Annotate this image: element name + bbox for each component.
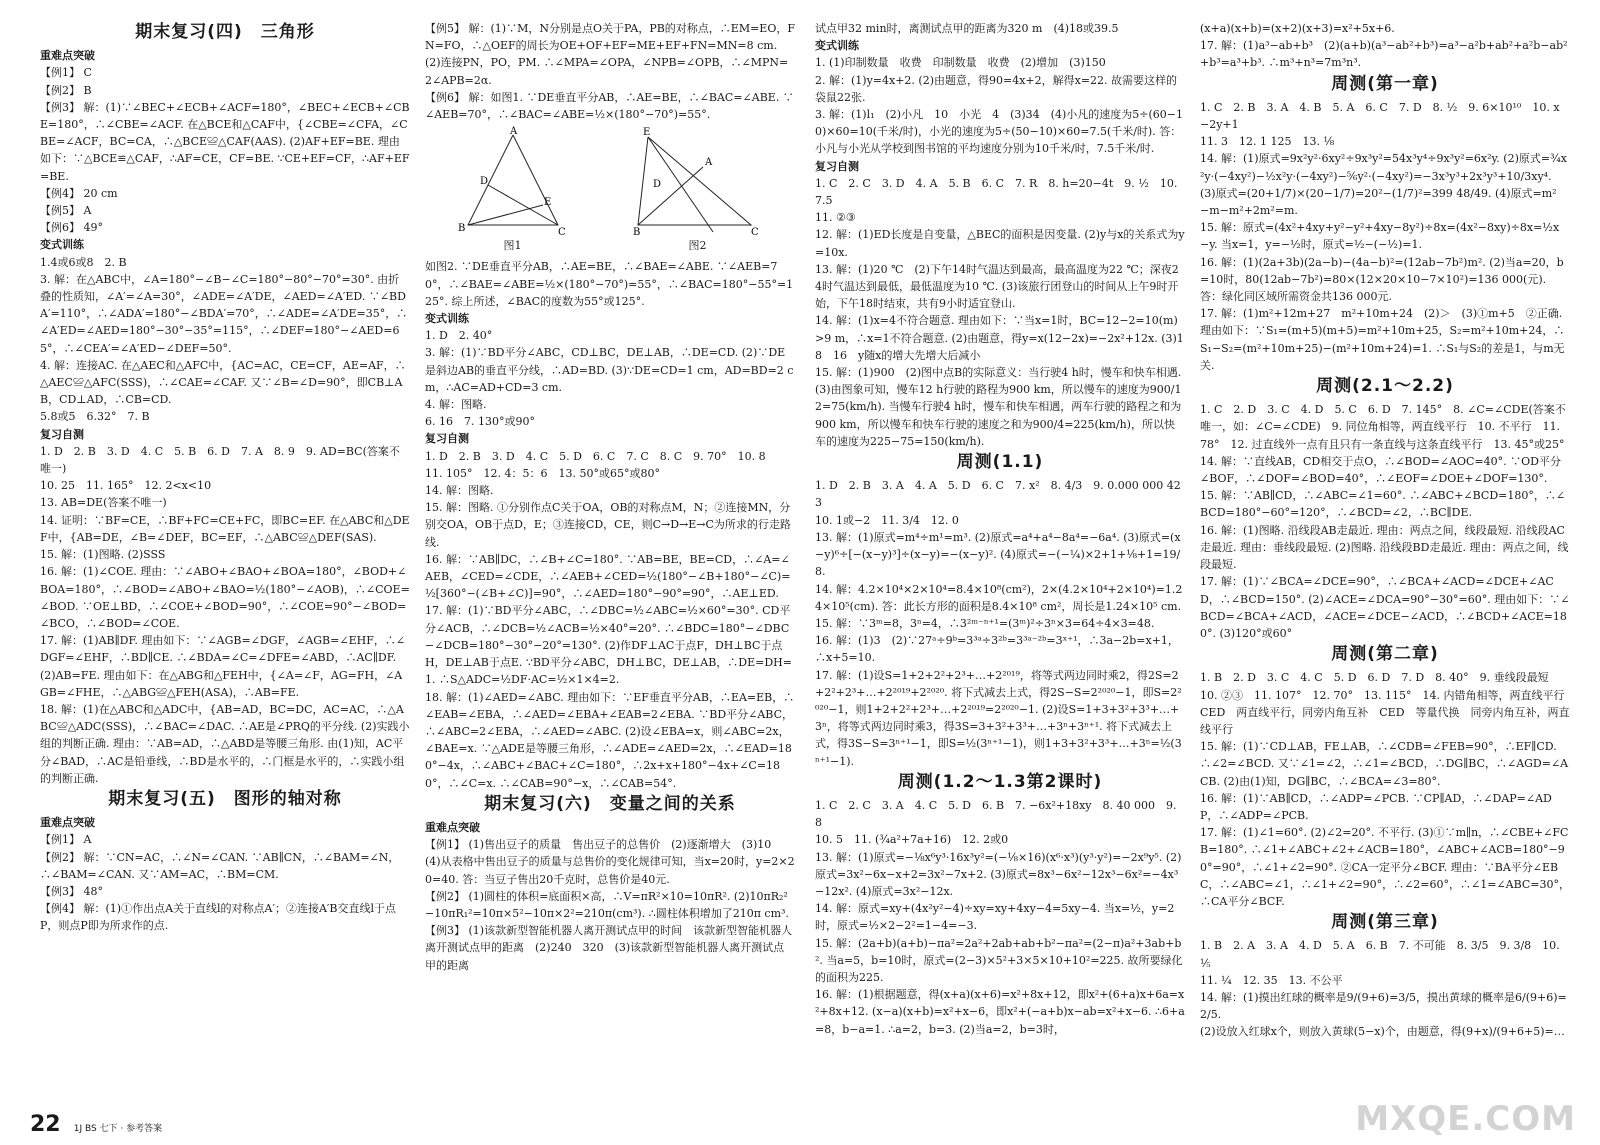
answer-line: 16. 解：(1)图略. 沿线段AB走最近. 理由：两点之间，线段最短. 沿线段AC走最近. 理由：垂线段最短. (2)图略. 沿线段BD走最近. 理由：两点之间，线段最短. bbox=[1200, 523, 1569, 572]
answer-line: 【例6】 解：如图1. ∵DE垂直平分AB，∴AE=BE，∴∠BAC=∠ABE. ∵∠AEB=70°，∴∠BAC=∠ABE=½×(180°−70°)=55°. bbox=[425, 90, 794, 122]
answer-line: 4. 解：图略. bbox=[425, 398, 487, 412]
section-title: 周测(第三章) bbox=[1331, 912, 1439, 933]
answer-line: 【例1】 C bbox=[40, 66, 92, 80]
answer-line: (2)设放入红球x个，则放入黄球(5−x)个，由题意，得(9+x)/(9+6+5)=… bbox=[1200, 1025, 1565, 1039]
answer-line: 14. 证明：∵BF=CE，∴BF+FC=CE+FC，即BC=EF. 在△ABC和△DEF中，{AB=DE，∠B=∠DEF，BC=EF，∴△ABC≌△DEF(SAS). bbox=[40, 513, 410, 544]
answer-line: 16. 解：(1)(2a+3b)(2a−b)−(4a−b)²=(12ab−7b²)m². (2)当a=20，b=10时，80(12ab−7b²)=80×(12×20×10−7×10²)=136 000(元). 答：绿化同区域所需资金共136 000元. bbox=[1200, 255, 1564, 304]
answer-line: 【例1】 A bbox=[40, 833, 92, 847]
answer-line: 5.8或5 6.32° 7. B bbox=[40, 410, 150, 424]
answer-line: 17. 解：(1)设S=1+2+2²+2³+…+2²⁰¹⁹，将等式两边同时乘2，得2S=2+2²+2³+…+2²⁰¹⁹+2²⁰²⁰. 将下式减去上式，得2S−S=2²⁰²⁰−1，即S=2²⁰²⁰−1，则1+2+2²+2³+…+2²⁰¹⁹=2²⁰²⁰−1. (2)设S=1+3+3²+3³+…+3ⁿ，将等式两边同时乘3，得3S=3+3²+3³+…+3ⁿ+3ⁿ⁺¹. 将下式减去上式，得3S−S=3ⁿ⁺¹−1，即S=½(3ⁿ⁺¹−1)，则1+3+3²+3³+…+3ⁿ=½(3ⁿ⁺¹−1). bbox=[815, 668, 1182, 768]
answer-list bbox=[40, 47, 410, 787]
column-2 bbox=[425, 20, 795, 1105]
answer-line: 16. 解：∵AB∥DC，∴∠B+∠C=180°. ∵AB=BE，BE=CD，∴∠A=∠AEB，∠CED=∠CDE，∴∠AEB+∠CED=½(180°−∠B+180°−∠C)=½[360°−(∠B+∠C)]=90°，∴∠AED=180°−90°=90°，∴AE⊥ED. bbox=[425, 552, 791, 601]
column-1 bbox=[40, 20, 410, 1105]
answer-line: 【例4】 解：(1)①作出点A关于直线l的对称点A′；②连接A′B交直线l于点P，则点P即为所求作的点. bbox=[40, 902, 397, 933]
section-title: 期末复习(六) 变量之间的关系 bbox=[484, 793, 736, 814]
subsection-heading: 重难点突破 bbox=[425, 820, 480, 834]
answer-line: 12. 解：(1)ED长度是自变量，△BEC的面积是因变量. (2)y与x的关系式为y=10x. bbox=[815, 228, 1185, 259]
answer-line: 11. ¼ 12. 35 13. 不公平 bbox=[1200, 973, 1343, 987]
answer-line: 【例3】 48° bbox=[40, 884, 103, 898]
answer-list bbox=[40, 814, 410, 934]
answer-line: 【例2】 (1)圆柱的体积=底面积×高，∴V=πR²×10=10πR². (2)10πR₂²−10πR₁²=10π×5²−10π×2²=210π(cm³). ∴圆柱体积增加了210π cm³. bbox=[425, 889, 789, 920]
subsection-heading: 复习自测 bbox=[425, 432, 469, 446]
answer-line: 15. 解：∵3ᵐ=8，3ⁿ=4，∴3²ᵐ⁻ⁿ⁺¹=(3ᵐ)²÷3ⁿ×3=64÷4×3=48. bbox=[815, 616, 1155, 630]
figure-caption: 图2 bbox=[688, 239, 707, 253]
answer-line: 11. 3 12. 1 125 13. ⅛ bbox=[1200, 135, 1335, 149]
answer-line: 15. 解：(1)图略. (2)SSS bbox=[40, 548, 166, 562]
answer-line: 【例3】 解：(1)∵∠BEC+∠ECB+∠ACF=180°，∠BEC+∠ECB+∠CBE=180°，∴∠CBE=∠ACF. 在△BCE和△CAF中，{∠CBE=∠CFA，∠CBE=∠ACF，BC=CA，∴△BCE≌△CAF(AAS). (2)AF+EF=BE. 理由如下：∵△BCE≌△CAF，∴AF=CE，CF=BE. ∵CE+EF=CF，∴AF+EF=BE. bbox=[40, 100, 410, 183]
answer-list bbox=[425, 20, 795, 123]
answer-line: 6. 16 7. 130°或90° bbox=[425, 415, 535, 429]
subsection-heading: 变式训练 bbox=[815, 39, 859, 53]
fig1-label-c: C bbox=[557, 227, 566, 239]
answer-line: 14. 解：(1)x=4不符合题意. 理由如下：∵当x=1时，BC=12−2=10(m)>9 m，∴x=1不符合题意. (2)由题意，得y=x(12−2x)=−2x²+12x. (3)18 16 y随x的增大先增大后减小 bbox=[815, 314, 1184, 362]
answer-list bbox=[425, 258, 795, 791]
answer-line: 【例6】 49° bbox=[40, 221, 103, 235]
watermark: MXQE.COM bbox=[1355, 1099, 1576, 1139]
answer-line: 14. 解：(1)原式=9x²y²·6xy²÷9x³y²=54x³y⁴÷9x³y²=6x²y. (2)原式=¾x²y·(−4xy²)−½x²y·(−4xy²)−⅚y²·(−4xy²)=−3x³y³+2x³y³+10/3xy⁴. (3)原式=(20+1/7)×(20−1/7)=20²−(1/7)²=399 48/49. (4)原式=m²−m−m²+2m²=m. bbox=[1200, 152, 1567, 218]
answer-line: 17. 解：(1)∠1=60°. (2)∠2=20°. 不平行. (3)①∵m∥n，∴∠CBE+∠FCB=180°. ∴∠1+∠ABC+∠2+∠ACB=180°，∠ABC+∠ACB=180°−90°=90°，∴∠1+∠2=90°. ②CA一定平分∠BCF. 理由：∵BA平分∠EBC，∴∠ABC=∠1，∴∠1+∠2=90°，∴∠2=60°，∴∠1=∠ABC=30°，∴CA平分∠BCF. bbox=[1200, 826, 1571, 908]
answer-line: 11. ②③ bbox=[815, 211, 856, 225]
answer-line: 如图2. ∵DE垂直平分AB，∴AE=BE，∴∠BAE=∠ABE. ∵∠AEB=70°，∴∠BAE=∠ABE=½×(180°−70°)=55°，∴∠BAC=180°−55°=125°. 综上所述，∠BAC的度数为55°或125°. bbox=[425, 260, 794, 308]
answer-line: 【例2】 B bbox=[40, 83, 92, 97]
section-title: 周测(第二章) bbox=[1331, 644, 1439, 665]
answer-list bbox=[815, 20, 1185, 450]
answer-line: 14. 解：4.2×10⁴×2×10⁴=8.4×10⁸(cm²)，2×(4.2×10⁴+2×10⁴)=1.24×10⁵(cm). 答：此长方形的面积是8.4×10⁸ cm²，周长是1.24×10⁵ cm. bbox=[815, 582, 1183, 613]
answer-line: 【例3】 (1)该款新型智能机器人离开测试点甲的时间 该款新型智能机器人离开测试点甲的距离 (2)240 320 (3)该款新型智能机器人离开测试点甲的距离 bbox=[425, 924, 793, 972]
answer-line: 13. 解：(1)原式=m⁴÷m¹=m³. (2)原式=a⁴+a⁴−8a⁴=−6a⁴. (3)原式=(x−y)⁶÷[−(x−y)³]÷(x−y)=−(x−y)². (4)原式=−(−¼)×2+1+⅛+1=19/8. bbox=[815, 530, 1181, 579]
subsection-heading: 变式训练 bbox=[40, 238, 84, 252]
answer-line: 17. 解：(1)m²+12m+27 m²+10m+24 (2)＞ (3)①m+5 ②正确. 理由如下：∵S₁=(m+5)(m+5)=m²+10m+25，S₂=m²+10m+24，∴S₁−S₂=(m²+10m+25)−(m²+10m+24)=1. ∴S₁与S₂的差是1，与m无关. bbox=[1200, 307, 1566, 372]
answer-line: 1. D 2. B 3. D 4. C 5. B 6. D 7. A 8. 9 9. AD=BC(答案不唯一) bbox=[40, 444, 400, 476]
section-title: 周测(1.1) bbox=[956, 452, 1044, 473]
answer-line: 14. 解：(1)摸出红球的概率是9/(9+6)=3/5，摸出黄球的概率是6/(9+6)=2/5. bbox=[1200, 990, 1567, 1022]
answer-line: 14. 解：∵直线AB，CD相交于点O，∴∠BOD=∠AOC=40°. ∵OD平分∠BOF，∴∠DOF=∠BOD=40°，∴∠EOF=∠DOE+∠DOF=130°. bbox=[1200, 454, 1561, 486]
answer-line: 【例5】 A bbox=[40, 204, 92, 218]
fig2-label-b: B bbox=[632, 227, 640, 239]
answer-line: 17. 解：(1)a³−ab+b³ (2)(a+b)(a³−ab²+b³)=a³−a²b+ab²+a²b−ab²+b³=a³+b³. ∴m³+n³=7m³n³. bbox=[1200, 39, 1568, 70]
answer-line: 3. 解：(1)l₁ (2)小凡 10 小光 4 (3)34 (4)小凡的速度为5÷(60−10)×60=10(千米/时)，小光的速度为5÷(50−10)×60=7.5(千米/时). 答：小凡与小光从学校到图书馆的平均速度分别为10千米/时，7.5千米/时. bbox=[815, 108, 1183, 156]
answer-line: (x+a)(x+b)=(x+2)(x+3)=x²+5x+6. bbox=[1200, 22, 1395, 35]
figure-caption: 图1 bbox=[503, 239, 522, 253]
page-number: 22 bbox=[30, 1112, 61, 1137]
fig2-label-d: D bbox=[652, 179, 661, 191]
fig2-label-c: C bbox=[750, 227, 759, 239]
fig1-label-e: E bbox=[543, 197, 551, 209]
answer-line: 13. 解：(1)20 ℃ (2)下午14时气温达到最高，最高温度为22 ℃；深夜24时气温达到最低，最低温度为10 ℃. (3)该旅行团登山的时间从上午9时开始，下午18时结束，共有9小时适宜登山. bbox=[815, 262, 1179, 311]
answer-list bbox=[1200, 669, 1576, 910]
column-4 bbox=[1200, 20, 1576, 1105]
answer-line: 10. 1或−2 11. 3/4 12. 0 bbox=[815, 513, 959, 527]
answer-line: 14. 解：原式=xy+(4x²y²−4)÷xy=xy+4xy−4=5xy−4. 当x=½，y=2时，原式=½×2−2²=1−4=−3. bbox=[815, 902, 1175, 933]
answer-line: 【例2】 解：∵CN=AC，∴∠N=∠CAN. ∵AB∥CN，∴∠BAM=∠N，∴∠BAM=∠CAN. 又∵AM=AC，∴BM=CM. bbox=[40, 850, 400, 881]
answer-line: 15. 解：原式=(4x²+4xy+y²−y²+4xy−8y²)÷8x=(4x²−8xy)÷8x=½x−y. 当x=1，y=−½时，原式=½−(−½)=1. bbox=[1200, 221, 1560, 252]
section-title: 期末复习(四) 三角形 bbox=[135, 22, 315, 42]
answer-line: 13. 解：(1)原式=−⅛x⁶y³·16x³y²=(−⅛×16)(x⁶·x³)(y³·y²)=−2x⁹y⁵. (2)原式=3x²−6x−x+2=3x²−7x+2. (3)原式=8x³−6x²−12x³−6x²=−4x³−12x². (4)原式=3x²−12x. bbox=[815, 850, 1182, 898]
answer-list bbox=[1200, 99, 1570, 374]
fig1-label-a: A bbox=[509, 126, 517, 138]
figure-1 bbox=[458, 127, 568, 254]
answer-line: 16. 解：(1)根据题意，得(x+a)(x+6)=x²+8x+12，即x²+(6+a)x+6a=x²+8x+12. (x−a)(x+b)=x²+x−6，即x²+(−a+b)x−ab=x²+x−6. ∴6+a=8，b−a=1. ∴a=2，b=3. (2)当a=2，b=3时， bbox=[815, 988, 1185, 1036]
answer-line: 3. 解：在△ABC中，∠A=180°−∠B−∠C=180°−80°−70°=30°. 由折叠的性质知，∠A′=∠A=30°，∠ADE=∠A′DE，∠AED=∠A′ED. ∵∠BDA′=110°，∴∠ADA′=180°−∠BDA′=70°，∴∠ADE=∠A′DE=35°，∴∠A′ED=∠AED=180°−30°−35°=115°，∴∠DEF=180°−∠AED=65°，∴∠CEA′=∠A′ED−∠DEF=50°. bbox=[40, 272, 408, 355]
answer-line: 1. D 2. 40° bbox=[425, 329, 493, 343]
answer-line: 18. 解：(1)∠AED=∠ABC. 理由如下：∵EF垂直平分AB，∴EA=EB，∴∠EAB=∠EBA，∴∠AED=∠EBA+∠EAB=2∠EBA. ∵BD平分∠ABC，∴∠ABC=2∠EBA，∴∠AED=∠ABC. (2)设∠EBA=x，则∠ABC=2x，∠BAE=x. ∵△ADE是等腰三角形，∴∠ADE=∠AED=2x，∴∠EAD=180°−4x，∴∠ABC+∠BAC+∠C=180°，∴2x+x+180°−4x+∠C=180°，∴∠C=x. ∴∠CAB=90°−x，∴∠CAB=54°. bbox=[425, 690, 795, 790]
answer-list bbox=[425, 819, 795, 974]
answer-line: 17. 解：(1)AB∥DF. 理由如下：∵∠AGB=∠DGF，∠AGB=∠EHF，∴∠DGF=∠EHF，∴BD∥CE. ∴∠BDA=∠C=∠DFE=∠ABD，∴AC∥DF. (2)AB=FE. 理由如下：在△ABG和△FEH中，{∠A=∠F，AG=FH，∠AGB=∠FHE，∴△ABG≌△FEH(ASA)，∴AB=FE. bbox=[40, 634, 406, 699]
answer-line: 17. 解：(1)∵∠BCA=∠DCE=90°，∴∠BCA+∠ACD=∠DCE+∠ACD，∴∠BCD=150°. (2)∠ACE=∠DCA=90°−30°=60°. 理由如下：∵∠BCD=∠BCA+∠ACD，∠ACE=∠DCE−∠ACD，∴∠BCD+∠ACE=180°. (3)120°或60° bbox=[1200, 575, 1570, 640]
answer-line: 16. 解：(1)∵AB∥CD，∴∠ADP=∠PCB. ∵CP∥AD，∴∠DAP=∠ADP，∴∠ADP=∠PCB. bbox=[1200, 791, 1552, 822]
fig1-label-b: B bbox=[457, 223, 465, 235]
answer-line: 17. 解：(1)∵BD平分∠ABC，∴∠DBC=½∠ABC=½×60°=30°. CD平分∠ACB，∴∠DCB=½∠ACB=½×40°=20°. ∴∠BDC=180°−∠DBC−∠DCB=180°−30°−20°=130°. (2)作DF⊥AC于点F，DH⊥BC于点H，DE⊥AB于点E. ∵BD平分∠ABC，DH⊥BC，DE⊥AB，∴DE=DH=1. ∴S△ADC=½DF·AC=½×1×4=2. bbox=[425, 604, 792, 687]
answer-line: 15. 解：图略. ①分别作点C关于OA，OB的对称点M，N；②连接MN，分别交OA，OB于点D，E；③连接CD，CE，则C→D→E→C为所求的行走路线. bbox=[425, 501, 791, 549]
answer-line: 4. 解：连接AC. 在△AEC和△AFC中，{AC=AC，CE=CF，AE=AF，∴△AEC≌△AFC(SSS)，∴∠CAE=∠CAF. 又∵∠B=∠D=90°，即CB⊥AB，CD⊥AD，∴CB=CD. bbox=[40, 358, 406, 407]
section-title: 周测(第一章) bbox=[1331, 73, 1439, 94]
answer-line: 1.4或6或8 2. B bbox=[40, 255, 127, 269]
page-footer bbox=[30, 1112, 162, 1137]
answer-line: 1. B 2. A 3. A 4. D 5. A 6. B 7. 不可能 8. 3/5 9. 3/8 10. ⅕ bbox=[1200, 939, 1564, 970]
answer-line: 10. 25 11. 165° 12. 2<x<10 bbox=[40, 479, 212, 493]
answer-line: 3. 解：(1)∵BD平分∠ABC，CD⊥BC，DE⊥AB，∴DE=CD. (2)∵DE是斜边AB的垂直平分线，∴AD=BD. (3)∵DE=CD=1 cm，AD=BD=2 cm，∴AC=AD+CD=3 cm. bbox=[425, 346, 794, 394]
triangle-diagram-1 bbox=[458, 127, 568, 237]
section-title: 周测(2.1～2.2) bbox=[1316, 376, 1454, 397]
answer-line: 10. ②③ 11. 107° 12. 70° 13. 115° 14. 内错角相等，两直线平行 CED 两直线平行，同旁内角互补 CED 等量代换 同旁内角互补，两直线平行 bbox=[1200, 688, 1576, 736]
answer-line: 15. 解：(1)∵CD⊥AB，FE⊥AB，∴∠CDB=∠FEB=90°，∴EF∥CD. ∴∠2=∠BCD. 又∵∠1=∠2，∴∠1=∠BCD，∴DG∥BC，∴∠AGD=∠ACB. (2)由(1)知，DG∥BC，∴∠BCA=∠3=80°. bbox=[1200, 740, 1569, 788]
subsection-heading: 重难点突破 bbox=[40, 49, 95, 63]
fig2-label-e: E bbox=[642, 127, 650, 139]
figure-row bbox=[425, 127, 795, 254]
answer-line: 11. 105° 12. 4：5：6 13. 50°或65°或80° bbox=[425, 466, 660, 480]
answer-line: 1. C 2. C 3. D 4. A 5. B 6. C 7. R 8. h=20−4t 9. ½ 10. 7.5 bbox=[815, 176, 1181, 208]
answer-line: 【例1】 (1)售出豆子的质量 售出豆子的总售价 (2)逐渐增大 (3)10 (4)从表格中售出豆子的质量与总售价的变化规律可知，当x=20时，y=2×20=40. 答：当豆子售出20千克时，总售价是40元. bbox=[425, 838, 795, 886]
subsection-heading: 复习自测 bbox=[40, 427, 84, 441]
answer-line: 1. C 2. C 3. A 4. C 5. D 6. B 7. −6x²+18xy 8. 40 000 9. 8 bbox=[815, 798, 1180, 830]
answer-line: 13. AB=DE(答案不唯一) bbox=[40, 496, 167, 510]
section-title: 期末复习(五) 图形的轴对称 bbox=[108, 788, 342, 809]
column-3 bbox=[815, 20, 1185, 1105]
answer-line: 16. 解：(1)3 (2)∵27ᵃ÷9ᵇ=3³ᵃ÷3²ᵇ=3³ᵃ⁻²ᵇ=3ˣ⁺¹，∴3a−2b=x+1，∴x+5=10. bbox=[815, 634, 1179, 665]
answer-line: 1. C 2. B 3. A 4. B 5. A 6. C 7. D 8. ½ 9. 6×10¹⁰ 10. x−2y+1 bbox=[1200, 100, 1560, 132]
answer-line: 18. 解：(1)在△ABC和△ADC中，{AB=AD，BC=DC，AC=AC，∴△ABC≌△ADC(SSS)，∴∠BAC=∠DAC. ∴AE是∠PRQ的平分线. (2)实践小组的判断正确. 理由：∵AB=AD，∴△ABD是等腰三角形. 由(1)知，AC平分∠BAD，∴AC是铅垂线，∴BD是水平的，∴门框是水平的，∴实践小组的判断正确. bbox=[40, 702, 410, 785]
triangle-diagram-2 bbox=[633, 127, 763, 237]
answer-list bbox=[815, 797, 1185, 1038]
subsection-heading: 复习自测 bbox=[815, 159, 859, 173]
answer-line: 14. 解：图略. bbox=[425, 484, 494, 498]
answer-line: 1. D 2. B 3. D 4. C 5. D 6. C 7. C 8. C 9. 70° 10. 8 bbox=[425, 449, 766, 463]
footer-text: 1J BS 七下 · 参考答案 bbox=[73, 1124, 163, 1134]
answer-line: 1. D 2. B 3. A 4. A 5. D 6. C 7. x² 8. 4/3 9. 0.000 000 423 bbox=[815, 479, 1181, 510]
fig2-label-a: A bbox=[704, 157, 712, 169]
answer-line: 15. 解：(2a+b)(a+b)−πa²=2a²+2ab+ab+b²−πa²=(2−π)a²+3ab+b². 当a=5，b=10时，原式=(2−3)×5²+3×5×10+10²=225. 故所要绿化的面积为225. bbox=[815, 936, 1183, 984]
answer-line: 16. 解：(1)∠COE. 理由：∵∠ABO+∠BAO+∠BOA=180°，∠BOD+∠BOA=180°，∴∠BOD=∠ABO+∠BAO=½(180°−∠AOB)，∴∠COE=∠BOD. ∵OE⊥BD，∴∠COE+∠BOD=90°，∴∠COE=90°−∠BOD=∠BCO，∴∠BOD=∠COE. bbox=[40, 565, 410, 630]
answer-line: 试点甲32 min时，离测试点甲的距离为320 m (4)18或39.5 bbox=[815, 22, 1119, 35]
fig1-label-d: D bbox=[479, 176, 488, 188]
figure-2 bbox=[633, 127, 763, 254]
answer-line: 10. 5 11. (¾a²+7a+16) 12. 2或0 bbox=[815, 833, 1009, 847]
answer-line: 2. 解：(1)y=4x+2. (2)由题意，得90=4x+2，解得x=22. 故需要这样的袋鼠22张. bbox=[815, 73, 1178, 104]
answer-line: 【例4】 20 cm bbox=[40, 186, 118, 200]
answer-list bbox=[815, 477, 1185, 769]
answer-line: 15. 解：(1)900 (2)图中点B的实际意义：当行驶4 h时，慢车和快车相遇. (3)由图象可知，慢车12 h行驶的路程为900 km，所以慢车的速度为900/12=75(km/h). 当慢车行驶4 h时，慢车和快车相遇，两车行驶的路程之和为900 km，所以慢车和快车行驶的速度之和为900/4=225(km/h)，所以快车的速度为225−75=150(km/h). bbox=[815, 366, 1185, 448]
answer-line: 1. B 2. D 3. C 4. C 5. D 6. D 7. D 8. 40° 9. 垂线段最短 bbox=[1200, 671, 1549, 685]
answer-list bbox=[1200, 20, 1570, 72]
subsection-heading: 重难点突破 bbox=[40, 816, 95, 830]
answer-line: 1. (1)印制数量 收费 印制数量 收费 (2)增加 (3)150 bbox=[815, 56, 1106, 70]
answer-list bbox=[1200, 937, 1570, 1040]
answer-line: 15. 解：∵AB∥CD，∴∠ABC=∠1=60°. ∴∠ABC+∠BCD=180°，∴∠BCD=180°−60°=120°，∴∠BCD=∠2，∴BC∥DE. bbox=[1200, 489, 1566, 520]
answer-line: 【例5】 解：(1)∵M，N分别是点O关于PA，PB的对称点，∴EM=EO，FN=FO，∴△OEF的周长为OE+OF+EF=ME+EF+FN=MN=8 cm. (2)连接PN，PO，PM. ∴∠MPA=∠OPA，∠NPB=∠OPB，∴∠MPN=2∠APB=2α. bbox=[425, 22, 795, 87]
answer-list bbox=[1200, 401, 1570, 642]
subsection-heading: 变式训练 bbox=[425, 312, 469, 326]
section-title: 周测(1.2～1.3第2课时) bbox=[897, 771, 1103, 792]
answer-line: 1. C 2. D 3. C 4. D 5. C 6. D 7. 145° 8. ∠C=∠CDE(答案不唯一，如：∠C=∠CDE) 9. 同位角相等，两直线平行 10. 不平行 11. 78° 12. 过直线外一点有且只有一条直线与这条直线平行 13. 45°或25° bbox=[1200, 403, 1566, 451]
